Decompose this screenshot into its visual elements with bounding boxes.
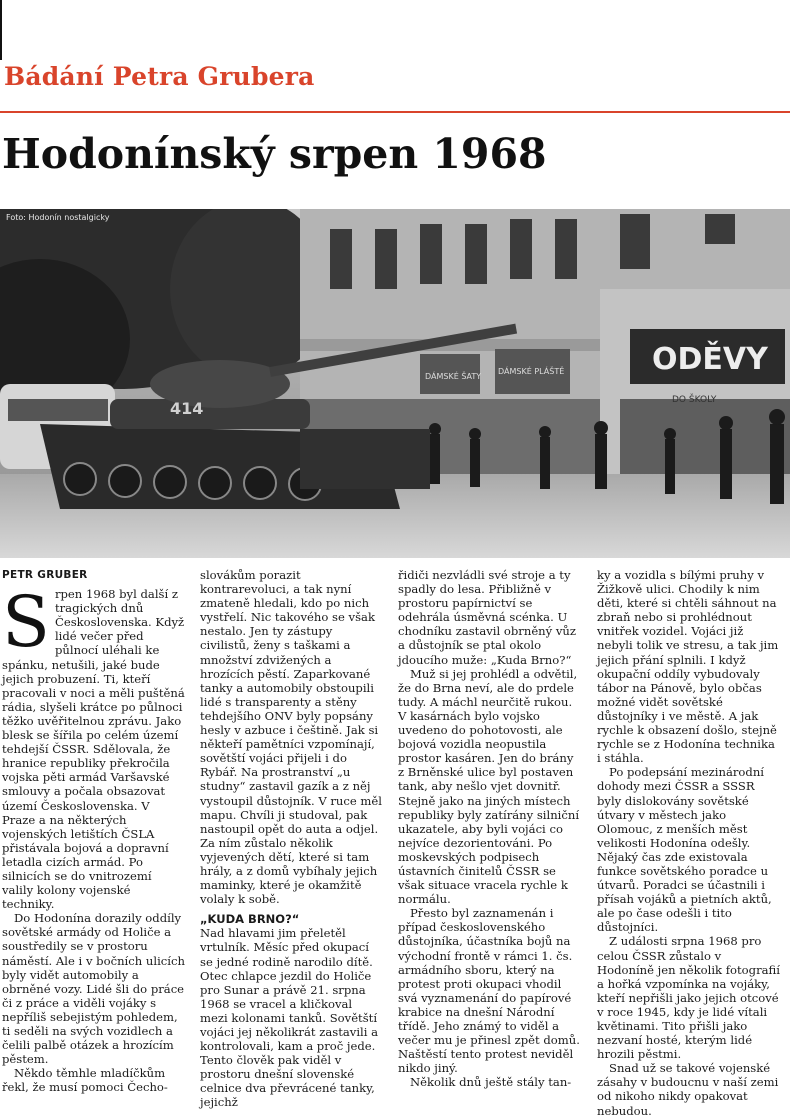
paragraph: Přesto byl zaznamenán i případ československého důstojníka, účastníka bojů na východní frontě v rámci 1. čs. armádního sboru, který na protest proti okupaci vhodil svá vyznamenání do papírové krabice na dnešní Národní třídě. Jeho známý to viděl a večer mu je přinesl zpět domů. Naštěstí tento protest neviděl nikdo jiný.	[398, 906, 580, 1076]
article-headline: Hodonínský srpen 1968	[2, 130, 547, 178]
photo-illustration	[0, 209, 790, 558]
paragraph: slovákům porazit kontrarevoluci, a tak nyní zmateně hledali, kdo po nich vystřelí. Nic takového se však nestalo. Jen ty zástupy civilistů, ženy s taškami a množství zdvižených a hrozících pěstí. Zaparkované tanky a automobily obstoupili lidé s transparenty a stěny tehdejšího ONV byly popsány hesly v azbuce i češtině. Jak si někteří pamětníci vzpomínají, sovětští vojáci přijeli i do Rybář. Na prostranství „u studny“ zastavil gazík a z něj vystoupil důstojník. V ruce měl mapu. Chvíli ji studoval, pak nastoupil opět do auta a odjel. Za ním zůstalo několik vyjevených dětí, které si tam hrály, a z domů vybíhaly jejich maminky, které je okamžitě volaly k sobě.	[200, 568, 382, 907]
paragraph: Snad už se takové vojenské zásahy v budoucnu v naší zemi od nikoho nikdy opakovat nebudou.	[597, 1061, 779, 1118]
sign-damske-saty: DÁMSKÉ ŠATY	[425, 372, 482, 381]
article-column-3	[398, 568, 581, 1089]
tank-number: 414	[170, 399, 204, 418]
article-column-4	[597, 568, 780, 1118]
paragraph: Někdo těmhle mladíčkům řekl, že musí pomoci Čecho-	[2, 1066, 168, 1095]
left-margin-rule	[0, 0, 2, 60]
drop-cap: S	[2, 581, 50, 664]
subheading: „KUDA BRNO?“	[200, 912, 300, 927]
paragraph: Z události srpna 1968 pro celou ČSSR zůstalo v Hodoníně jen několik fotografií a hořká vzpomínka na vojáky, kteří nepřišli jako jejich otcové v roce 1945, kdy je lidé vítali květinami. Tito přišli jako nezvaní hosté, kterým lidé hrozili pěstmi.	[597, 934, 780, 1062]
paragraph: Po podepsání mezinárodní dohody mezi ČSSR a SSSR byly dislokovány sovětské útvary v městech jako Olomouc, z menších měst velikosti Hodonína odešly. Nějaký čas zde existovala funkce sovětského poradce u útvarů. Poradci se účastnili i přísah vojáků a pietních aktů, ale po čase odešli i tito důstojníci.	[597, 765, 772, 935]
article-photo	[0, 209, 790, 558]
section-divider	[0, 111, 790, 113]
section-label: Bádání Petra Grubera	[4, 62, 315, 91]
sign-do-skoly: DO ŠKOLY	[672, 395, 717, 405]
paragraph: Několik dnů ještě stály tan-	[410, 1075, 572, 1090]
paragraph: ky a vozidla s bílými pruhy v Žižkově ulici. Chodily k nim děti, které si chtěli sáhnout na zbraň nebo si prohlédnout vnitřek vozidel. Vojáci již nebyli tolik ve stresu, a tak jim jejich přání splnili. I když okupační oddíly vybudovaly tábor na Pánově, bylo občas možné vidět sovětské důstojníky i ve městě. A jak rychle k obsazení došlo, stejně rychle se z Hodonína technika i stáhla.	[597, 568, 779, 766]
sign-odevy: ODĚVY	[652, 342, 768, 377]
article-column-1	[2, 568, 185, 1094]
paragraph: Do Hodonína dorazily oddíly sovětské armády od Holiče a soustředily se v prostoru náměstí. Ale i v bočních ulicích byly vidět automobily a obrněné vozy. Lidé šli do práce či z práce a viděli vojáky s nepříliš sebejistým pohledem, ti seděli na svých vozidlech a čelili palbě otázek a hrozícím pěstem.	[2, 911, 185, 1067]
paragraph: řidiči nezvládli své stroje a ty spadly do lesa. Přibližně v prostoru papírnictví se odehrála úsměvná scénka. U chodníku zastavil obrněný vůz a důstojník se ptal okolo jdoucího muže: „Kuda Brno?“	[398, 568, 577, 667]
paragraph: Muž si jej prohlédl a odvětil, že do Brna neví, ale do prdele tudy. A máchl neurčitě rukou. V kasárnách bylo vojsko uvedeno do pohotovosti, ale bojová vozidla neopustila prostor kasáren. Jen do brány z Brněnské ulice byl postaven tank, aby nešlo vjet dovnitř. Stejně jako na jiných místech republiky byly zatírány silniční ukazatele, aby byli vojáci co nejvíce dezorientováni. Po moskevských podpisech ústavních činitelů ČSSR se však situace vracela rychle k normálu.	[398, 666, 580, 907]
paragraph: Srpen 1968 byl další z tragických dnů Československa. Když lidé večer před půlnocí uléhali ke spánku, netušili, jaké bude jejich probuzení. Ti, kteří pracovali v noci a měli puštěná rádia, slyšeli krátce po půlnoci těžko uvěřitelnou zprávu. Jako blesk se šířila po celém území tehdejší ČSSR. Sdělovala, že hranice republiky překročila vojska pěti armád Varšavské smlouvy a počala obsazovat území Československa. V Praze a na některých vojenských letištích ČSLA přistávala bojová a dopravní letadla cizích armád. Po silnicích se do vnitrozemí valily kolony vojenské techniky.	[2, 581, 185, 912]
paragraph: Nad hlavami jim přeletěl vrtulník. Měsíc před okupací se jedné rodině narodilo dítě. Otec chlapce jezdil do Holiče pro Sunar a právě 21. srpna 1968 se vracel a kličkoval mezi kolonami tanků. Sovětští vojáci jej několikrát zastavili a kontrolovali, kam a proč jede. Tento člověk pak viděl v prostoru dnešní slovenské celnice dva převrácené tanky, jejichž	[200, 926, 379, 1110]
byline: PETR GRUBER	[2, 569, 88, 581]
article-column-2	[200, 568, 383, 1110]
sign-damske-plaste: DÁMSKÉ PLÁŠTĚ	[498, 367, 565, 376]
photo-credit: Foto: Hodonín nostalgicky	[6, 213, 110, 222]
